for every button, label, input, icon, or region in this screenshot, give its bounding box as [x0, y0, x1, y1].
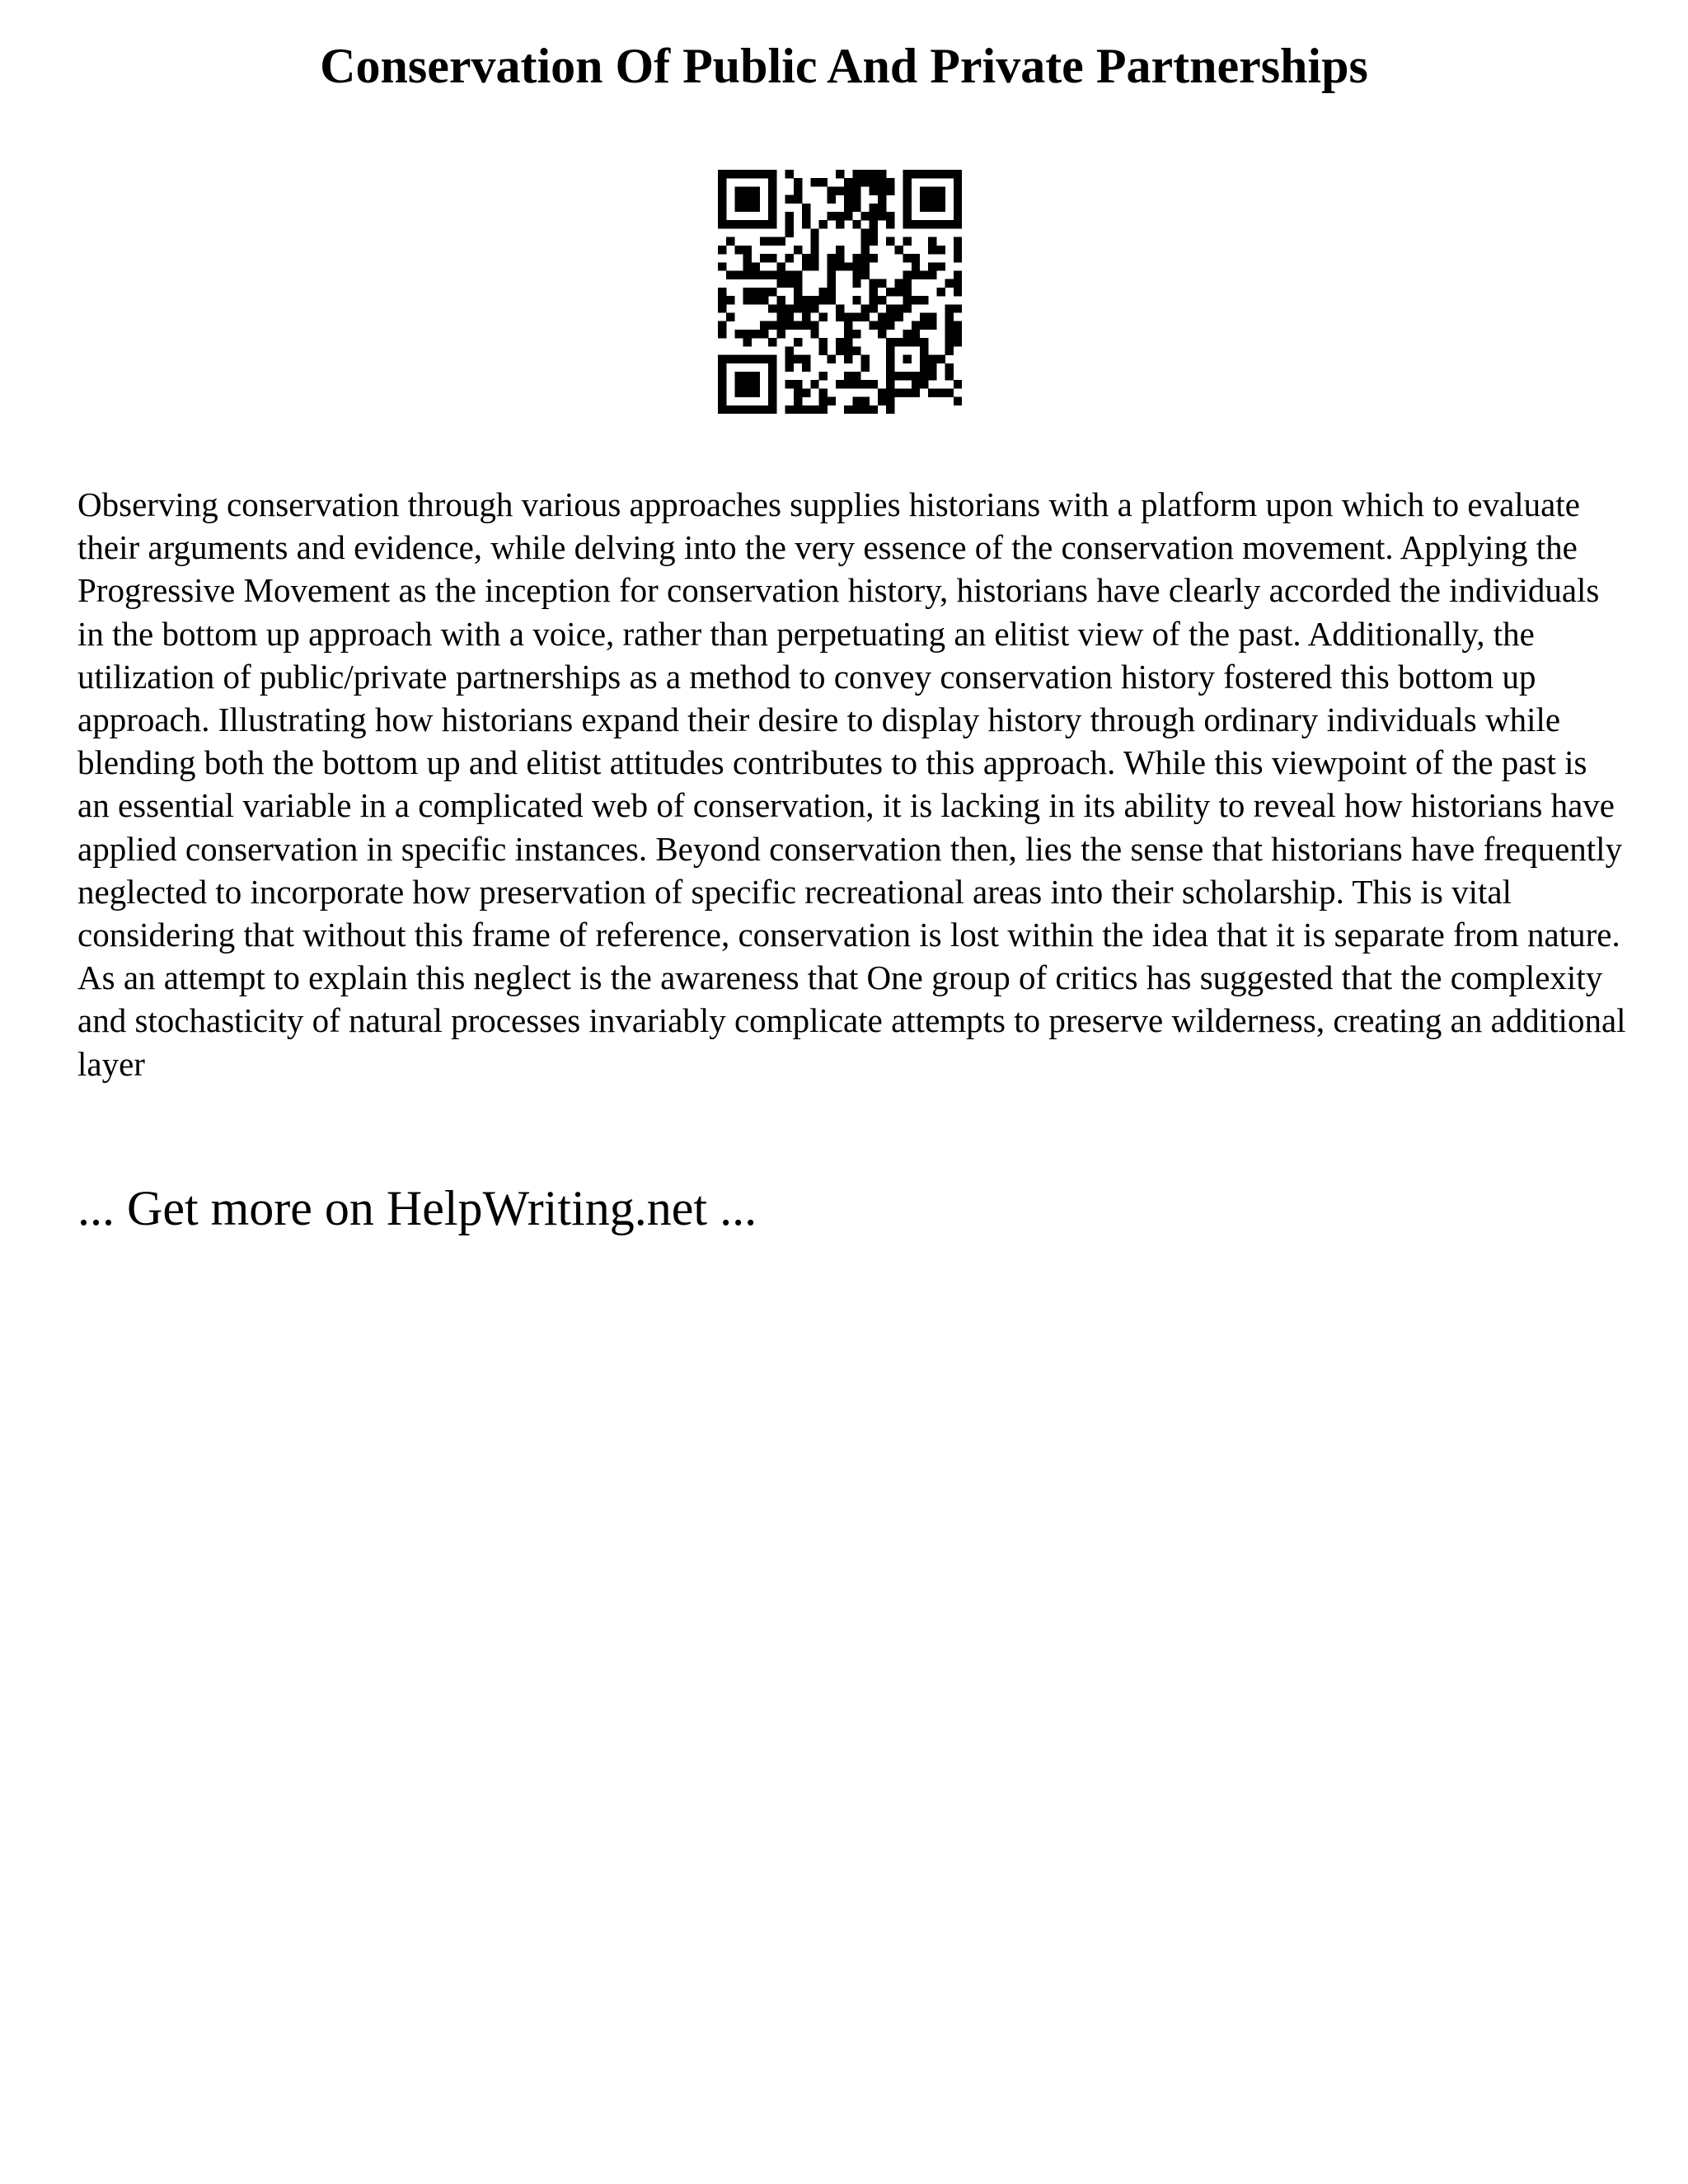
get-more-link[interactable]: ... Get more on HelpWriting.net ... — [77, 1181, 757, 1235]
body-paragraph: Observing conservation through various approaches supplies historians with a platform upon which to evaluate their arguments and evidence, while delving into the very essence of the conservation movement. Applying the Progressive Movement as the inception for conservation history, historians have clearly accorded the individuals in the bottom up approach with a voice, rather than perpetuating an elitist view of the past. Additionally, the utilization of public/private partnerships as a method to convey conservation history fostered this bottom up approach. Illustrating how historians expand their desire to display history through ordinary individuals while blending both the bottom up and elitist attitudes contributes to this approach. While this viewpoint of the past is an essential variable in a complicated web of conservation, it is lacking in its ability to reveal how historians have applied conservation in specific instances. Beyond conservation then, lies the sense that historians have frequently neglected to incorporate how preservation of specific recreational areas into their scholarship. This is vital considering that without this frame of reference, conservation is lost within the idea that it is separate from nature. As an attempt to explain this neglect is the awareness that One group of critics has suggested that the complexity and stochasticity of natural processes invariably complicate attempts to preserve wilderness, creating an additional layer — [77, 485, 1626, 1083]
page-title: Conservation Of Public And Private Partnerships — [320, 39, 1368, 93]
qr-code-icon — [718, 170, 962, 414]
